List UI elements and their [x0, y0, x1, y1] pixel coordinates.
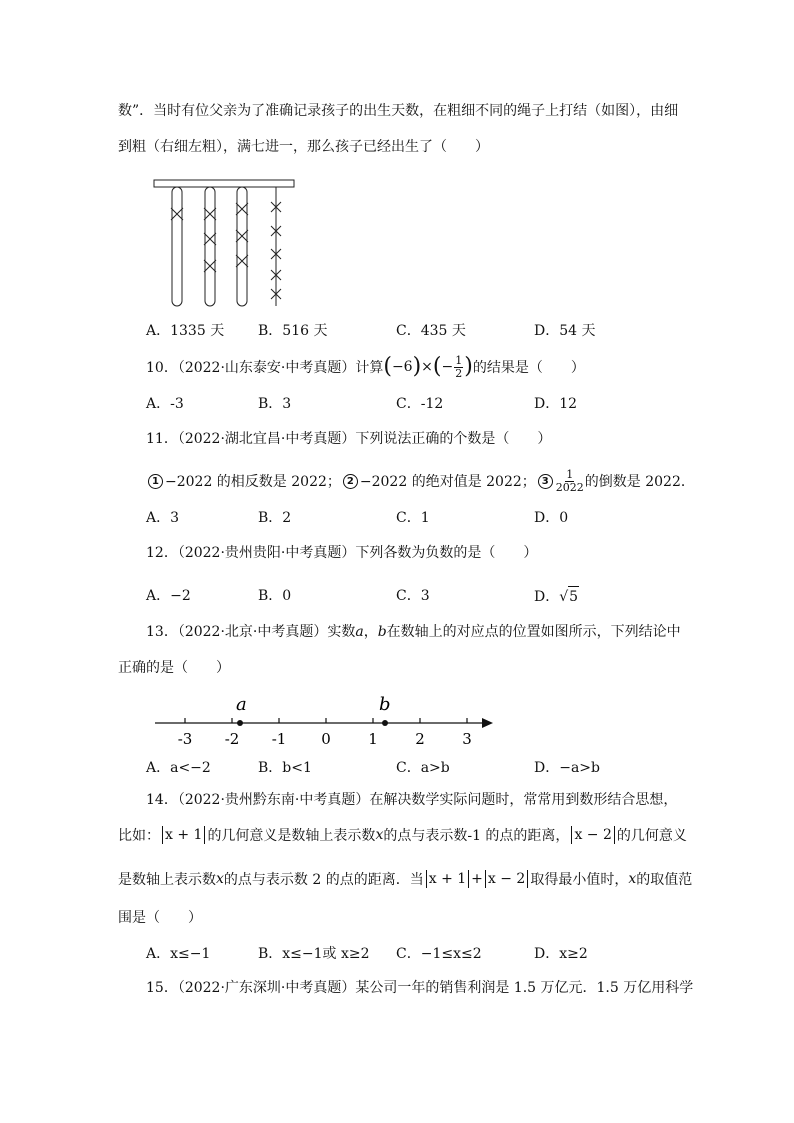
q11-statement-3: 的倒数是 2022．	[584, 474, 695, 490]
axis-tick-label: -3	[177, 730, 193, 748]
q11-option-c: C．1	[396, 510, 430, 526]
q9-option-c: C．435 天	[396, 323, 466, 339]
q10-option-a: A．-3	[146, 396, 184, 412]
q15-line-1: 15．（2022·广东深圳·中考真题）某公司一年的销售利润是 1.5 万亿元．1.5 万亿用科学	[146, 980, 694, 996]
q14-abs-4: x − 2	[487, 871, 526, 887]
q11-option-d: D．0	[534, 510, 569, 526]
q12-option-c: C．3	[396, 588, 430, 604]
q14-line-1: 14．（2022·贵州黔东南·中考真题）在解决数学实际问题时，常常用到数形结合思想，	[146, 792, 678, 808]
q10-option-d: D．12	[534, 396, 578, 412]
point-a-label: a	[236, 694, 247, 715]
q12-option-d: D．√5	[534, 586, 579, 607]
q14-abs-3: x + 1	[428, 871, 467, 887]
q13-option-d: D．−a>b	[534, 760, 600, 776]
q13-line-1: 13．（2022·北京·中考真题）实数a，b在数轴上的对应点的位置如图所示，下列结论中	[146, 624, 681, 640]
sqrt-radicand: 5	[568, 586, 579, 607]
rope-bar	[154, 180, 294, 187]
q11-fraction: $\frac{1}{2022}$	[555, 467, 584, 494]
q14-option-d: D．x≥2	[534, 946, 588, 962]
axis-arrow-icon	[482, 718, 493, 728]
q13-line-2: 正确的是（ ）	[118, 660, 230, 676]
axis-tick-label: 2	[415, 730, 425, 748]
q12-option-a: A．−2	[146, 588, 191, 604]
q10-option-b: B．3	[258, 396, 292, 412]
circled-2-icon: 2	[343, 474, 358, 489]
q10-option-c: C．-12	[396, 396, 444, 412]
q10-prefix: 10．（2022·山东泰安·中考真题）计算	[146, 360, 384, 376]
circled-1-icon: 1	[148, 474, 163, 489]
q13-option-a: A．a<−2	[146, 760, 211, 776]
knot-marks	[171, 202, 281, 299]
q10-suffix: 的结果是（ ）	[472, 360, 585, 376]
axis-tick-label: -1	[271, 730, 287, 748]
point-b	[382, 720, 388, 726]
axis-tick-label: 0	[321, 730, 331, 748]
q9-option-b: B．516 天	[258, 323, 328, 339]
q9-option-d: D．54 天	[534, 323, 596, 339]
q10-times: ×	[421, 359, 433, 375]
q14-abs-1: x + 1	[165, 827, 203, 843]
q14-line-2: 比如： x + 1 的几何意义是数轴上表示数 x 的点与表示数-1 的点的距离， x − 2 的几何意义	[118, 827, 687, 844]
q12-stem: 12．（2022·贵州贵阳·中考真题）下列各数为负数的是（ ）	[146, 545, 538, 561]
intro-line-1: 数”．当时有位父亲为了准确记录孩子的出生天数，在粗细不同的绳子上打结（如图），由细	[118, 103, 679, 119]
q10-stem: 10．（2022·山东泰安·中考真题）计算 ( −6 ) × ( − $\frac{1}{2}$ ) 的结果是（ ）	[146, 353, 585, 380]
q12-option-b: B．0	[258, 588, 292, 604]
q10-neg: −	[441, 359, 454, 375]
point-b-label: b	[379, 694, 391, 715]
q11-statement-2: −2022 的绝对值是 2022；	[359, 474, 536, 490]
axis-tick-label: 3	[462, 730, 472, 748]
rope-2	[205, 187, 215, 306]
q14-option-b: B．x≤−1或 x≥2	[258, 946, 370, 962]
q10-fraction: $\frac{1}{2}$	[455, 353, 463, 380]
q13-option-c: C．a>b	[396, 760, 450, 776]
rope-1	[172, 187, 182, 306]
number-line-figure	[150, 690, 500, 750]
axis-tick-label: -2	[224, 730, 240, 748]
q11-option-b: B．2	[258, 510, 292, 526]
q14-option-a: A．x≤−1	[146, 946, 211, 962]
q14-option-c: C．−1≤x≤2	[396, 946, 482, 962]
q11-statements	[146, 466, 695, 496]
q9-option-a: A．1335 天	[146, 323, 225, 339]
q11-stem: 11．（2022·湖北宜昌·中考真题）下列说法正确的个数是（ ）	[146, 431, 552, 447]
q10-num1: −6	[391, 359, 413, 375]
q14-abs-2: x − 2	[574, 827, 612, 843]
knot-rope-figure	[150, 178, 298, 310]
intro-line-2: 到粗（右细左粗），满七进一，那么孩子已经出生了（ ）	[118, 139, 489, 155]
circled-3-icon: 3	[538, 474, 553, 489]
q14-line-3: 是数轴上表示数 x 的点与表示数 2 的点的距离．当 x + 1 + x − 2 取得最小值时， x 的取值范	[118, 871, 693, 888]
axis-tick-label: 1	[368, 730, 378, 748]
q11-statement-1: −2022 的相反数是 2022；	[165, 474, 341, 490]
q14-line-4: 围是（ ）	[118, 910, 202, 926]
point-a	[237, 720, 243, 726]
q11-option-a: A．3	[146, 510, 180, 526]
q13-option-b: B．b<1	[258, 760, 312, 776]
